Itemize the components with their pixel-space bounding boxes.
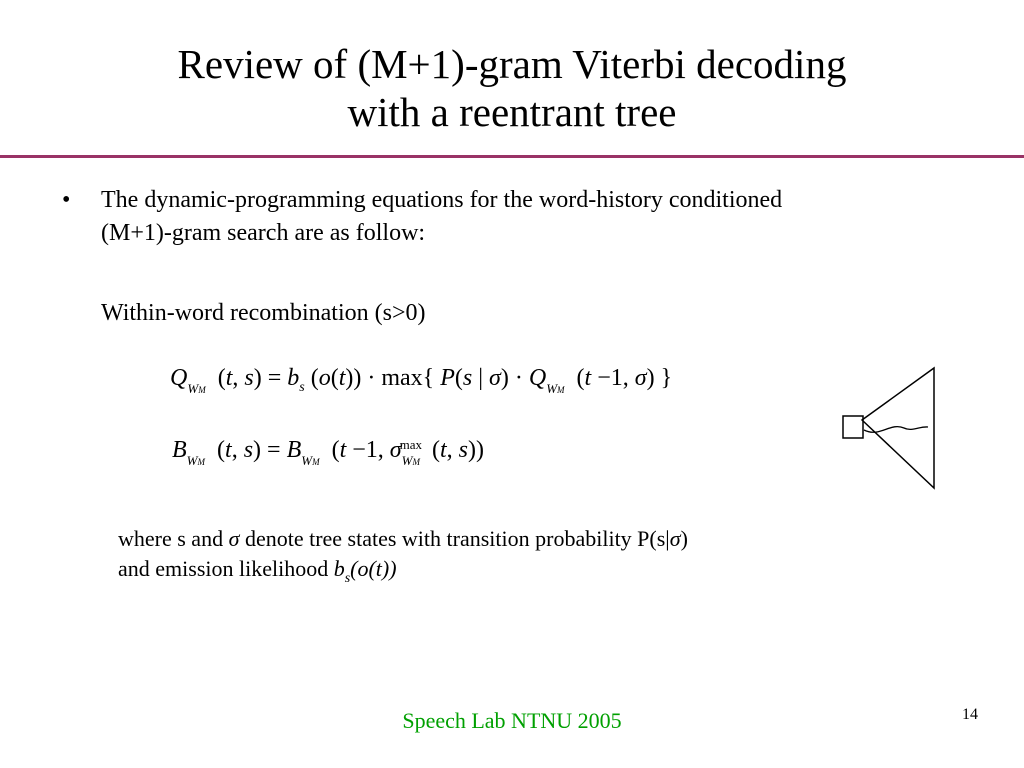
slide-title — [0, 40, 1024, 136]
bullet-text-line-1: The dynamic-programming equations for the word-history conditioned — [101, 187, 783, 213]
footer-text: Speech Lab NTNU 2005 — [402, 708, 622, 733]
page-number: 14 — [962, 706, 978, 723]
equation-b-backpointer: $B_{WM}$ (t, $s) = B_{WM}$ (t −1, σ max $_{WM}$ (t, s)) — [172, 437, 484, 468]
title-line-1: Review of (M+1)-gram Viterbi decoding — [177, 41, 847, 87]
equation-q-recursion: $Q_{WM}$ (t, $s) = b_s$ (o(t)) · max{ P(s | $\sigma) \cdot Q_{WM}$ (t −1, σ) } — [170, 365, 673, 396]
bullet-text-line-2: (M+1)-gram search are as follow: — [101, 220, 426, 246]
title-line-2: with a reentrant tree — [347, 89, 677, 135]
definition-note-line-1: where s and σ denote tree states with transition probability P(s|σ) — [118, 526, 688, 551]
bullet-marker: • — [62, 187, 71, 213]
title-divider — [0, 155, 1024, 158]
bullet-text — [101, 184, 981, 250]
tree-triangle — [862, 368, 934, 488]
definition-note-line-2: and emission likelihood $b_s(o(t))$ — [118, 556, 397, 586]
reentrant-tree-diagram — [840, 362, 940, 497]
tree-root-node — [843, 416, 863, 438]
section-heading: Within-word recombination (s>0) — [101, 300, 426, 326]
